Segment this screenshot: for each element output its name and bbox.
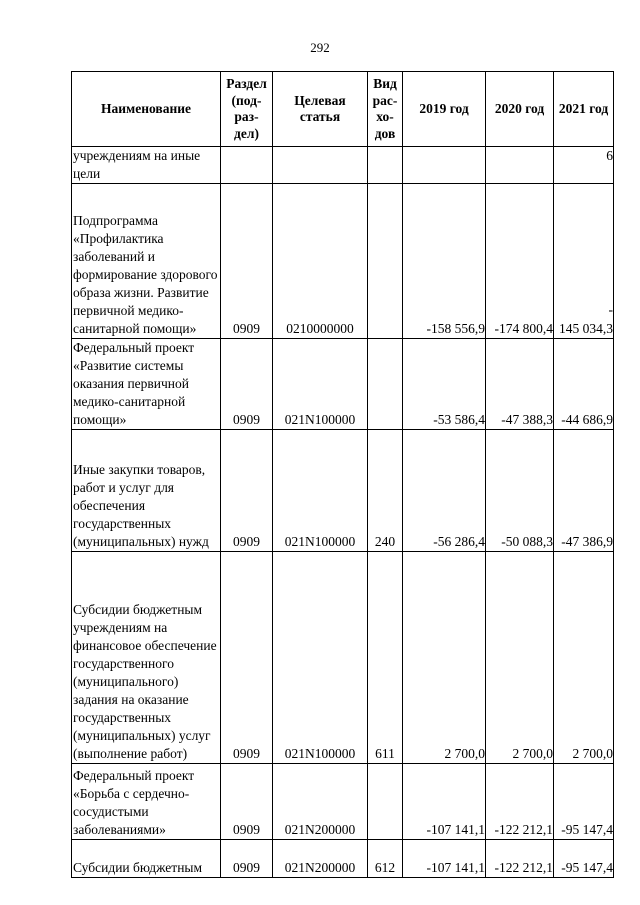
row-name: Иные закупки товаров, работ и услуг для обеспечения государственных (муниципальных) нужд — [72, 430, 221, 552]
header-section-line: раз- — [234, 109, 259, 124]
row-expense: 240 — [368, 430, 403, 552]
row-name: Федеральный проект «Развитие системы оказания первичной медико-санитарной помощи» — [72, 339, 221, 430]
table-row — [72, 764, 614, 840]
row-article: 021N200000 — [273, 840, 368, 878]
row-article: 021N200000 — [273, 764, 368, 840]
header-2019: 2019 год — [403, 72, 486, 147]
row-2020: -174 800,4 — [486, 184, 554, 339]
row-article: 021N100000 — [273, 339, 368, 430]
row-section: 0909 — [221, 764, 273, 840]
row-2020: -122 212,1 — [486, 840, 554, 878]
header-section-line: Раздел — [226, 76, 267, 91]
row-2021: -44 686,9 — [554, 339, 614, 430]
row-article: 021N100000 — [273, 552, 368, 764]
header-article — [273, 72, 368, 147]
row-name: учреждениям на иные цели — [72, 147, 221, 184]
row-expense: 612 — [368, 840, 403, 878]
row-2021: -47 386,9 — [554, 430, 614, 552]
row-2019: -107 141,1 — [403, 840, 486, 878]
row-section: 0909 — [221, 430, 273, 552]
row-2019: 2 700,0 — [403, 552, 486, 764]
header-section — [221, 72, 273, 147]
header-name: Наименование — [72, 72, 221, 147]
row-expense — [368, 184, 403, 339]
table-row — [72, 147, 614, 184]
row-2021: -95 147,4 — [554, 764, 614, 840]
row-section: 0909 — [221, 552, 273, 764]
header-section-line: (под- — [231, 92, 262, 108]
row-2021-dash: - — [608, 302, 613, 317]
row-expense: 611 — [368, 552, 403, 764]
row-2021: 2 700,0 — [554, 552, 614, 764]
row-section: 0909 — [221, 339, 273, 430]
row-2021 — [554, 184, 614, 339]
header-article-line: статья — [299, 109, 341, 124]
row-2020 — [486, 147, 554, 184]
header-2020: 2020 год — [486, 72, 554, 147]
row-2020: -122 212,1 — [486, 764, 554, 840]
row-2019: -53 586,4 — [403, 339, 486, 430]
table-row — [72, 430, 614, 552]
row-2021: 6 — [554, 147, 614, 184]
row-2021-value: 145 034,3 — [559, 321, 613, 336]
row-article: 0210000000 — [273, 184, 368, 339]
header-expense-line: хо- — [376, 109, 394, 124]
row-article — [273, 147, 368, 184]
row-section: 0909 — [221, 184, 273, 339]
table-row — [72, 184, 614, 339]
row-2019: -107 141,1 — [403, 764, 486, 840]
budget-table — [71, 71, 614, 878]
row-2020: 2 700,0 — [486, 552, 554, 764]
row-section — [221, 147, 273, 184]
header-article-line: Целевая — [294, 92, 346, 108]
row-2019: -56 286,4 — [403, 430, 486, 552]
header-row — [72, 72, 614, 147]
row-section: 0909 — [221, 840, 273, 878]
row-expense — [368, 764, 403, 840]
page-number: 292 — [310, 40, 330, 55]
header-expense — [368, 72, 403, 147]
header-section-line: дел) — [234, 125, 259, 141]
row-2020: -47 388,3 — [486, 339, 554, 430]
row-expense — [368, 339, 403, 430]
header-2021: 2021 год — [554, 72, 614, 147]
row-2019 — [403, 147, 486, 184]
table-row — [72, 339, 614, 430]
row-name: Подпрограмма «Профилактика заболеваний и формирование здорового образа жизни. Развитие первичной медико-санитарной помощи» — [72, 184, 221, 339]
row-article: 021N100000 — [273, 430, 368, 552]
row-name: Субсидии бюджетным учреждениям на финансовое обеспечение государственного (муниципального) задания на оказание государственных (муниципальных) услуг (выполнение работ) — [72, 552, 221, 764]
row-name: Субсидии бюджетным — [72, 840, 221, 878]
row-2020: -50 088,3 — [486, 430, 554, 552]
header-expense-line: Вид — [373, 76, 397, 91]
row-2021: -95 147,4 — [554, 840, 614, 878]
row-2019: -158 556,9 — [403, 184, 486, 339]
header-expense-line: дов — [374, 125, 396, 141]
row-name: Федеральный проект «Борьба с сердечно-сосудистыми заболеваниями» — [72, 764, 221, 840]
row-expense — [368, 147, 403, 184]
header-expense-line: рас- — [372, 92, 398, 108]
table-row — [72, 840, 614, 878]
table-row — [72, 552, 614, 764]
